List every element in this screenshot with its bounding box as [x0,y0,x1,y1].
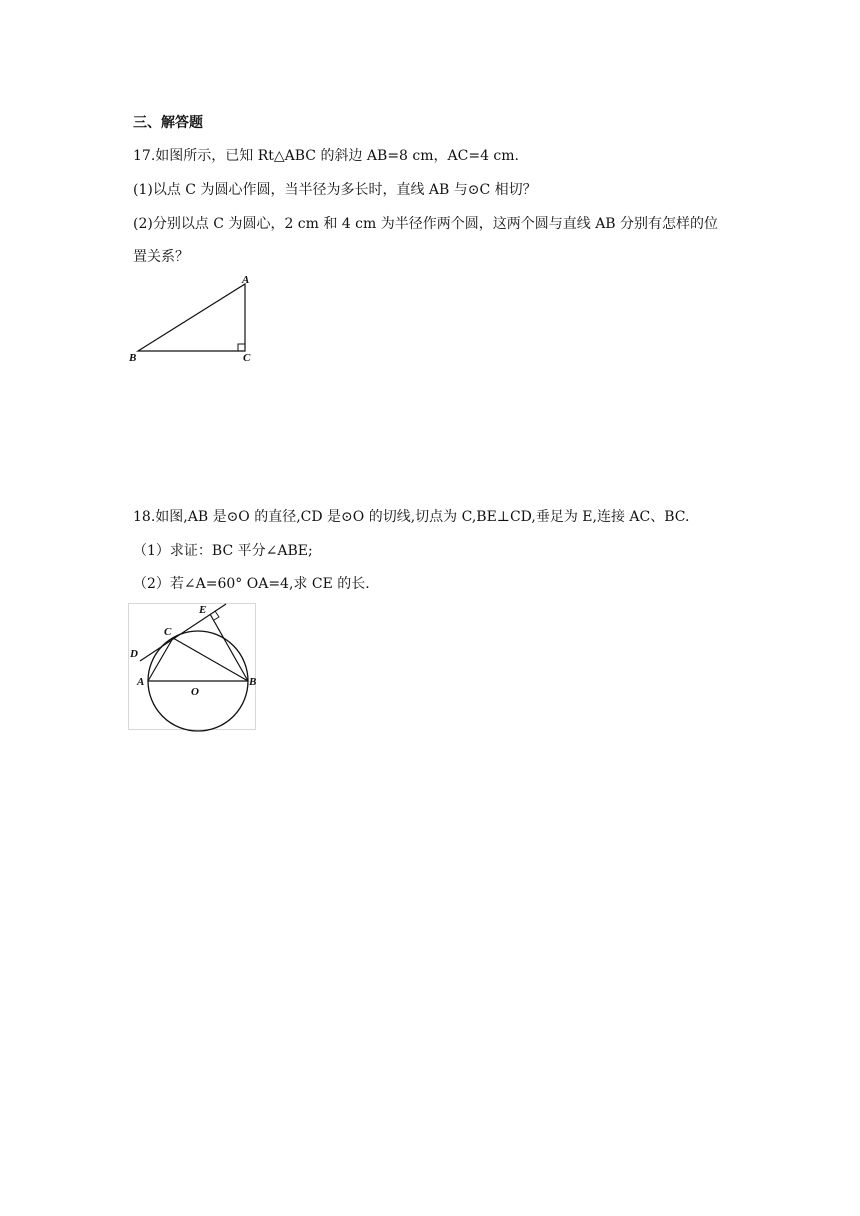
label-a: A [242,274,250,286]
right-angle-mark-e [214,611,219,620]
label-c: C [243,352,251,364]
q17-part2-line1: (2)分别以点 C 为圆心，2 cm 和 4 cm 为半径作两个圆，这两个圆与直线 AB 分别有怎样的位 [133,216,719,232]
label-b: B [249,676,257,688]
q17-part2-line2: 置关系？ [133,249,189,265]
section-title: 三、解答题 [133,115,203,131]
q17-stem: 17.如图所示，已知 Rt△ABC 的斜边 AB=8 cm，AC=4 cm. [133,148,519,164]
label-c: C [164,626,172,638]
chord-bc [173,638,248,681]
right-angle-mark [238,344,245,351]
q18-part1: （1）求证：BC 平分∠ABE; [133,543,313,559]
q17-part1: (1)以点 C 为圆心作圆，当半径为多长时，直线 AB 与⊙C 相切？ [133,182,537,198]
q18-stem: 18.如图,AB 是⊙O 的直径,CD 是⊙O 的切线,切点为 C,BE⊥CD,垂足为 E,连接 AC、BC. [133,509,690,525]
figure-frame [129,604,256,730]
triangle-abc [138,284,245,351]
label-e: E [199,604,207,616]
q18-part2: （2）若∠A=60° OA=4,求 CE 的长. [133,576,370,592]
label-b: B [129,352,137,364]
tangent-cd [140,604,226,661]
chord-ac [148,638,173,681]
label-d: D [130,648,138,660]
label-a: A [137,676,145,688]
label-o: O [191,686,199,698]
q17-triangle-figure [120,270,270,370]
q18-circle-figure [128,603,258,733]
segment-be [210,614,248,681]
